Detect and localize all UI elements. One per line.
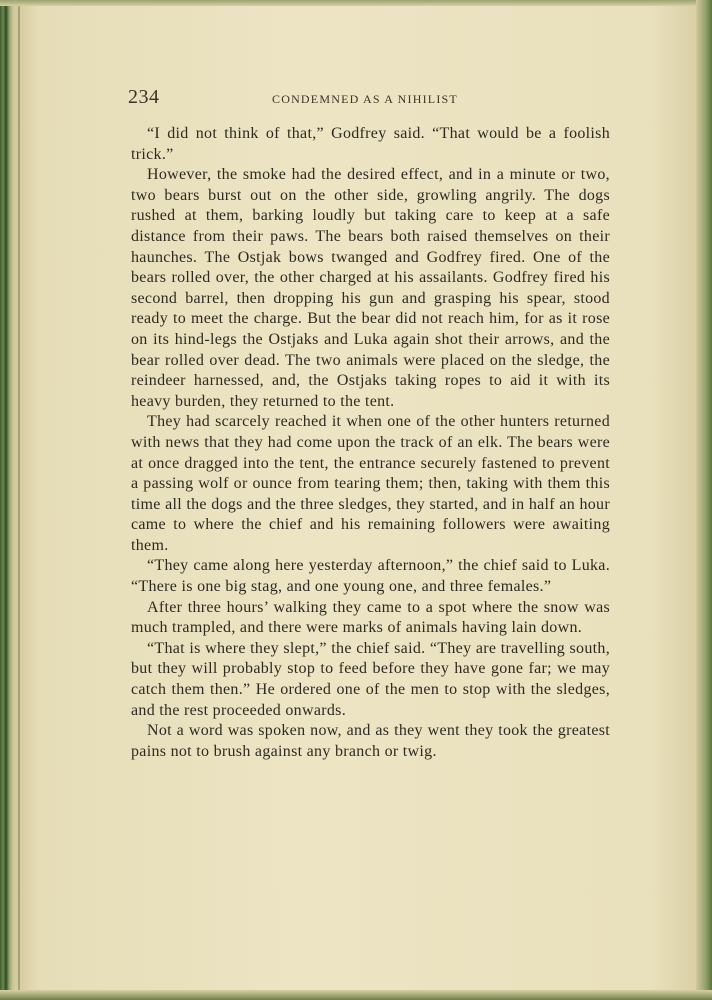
paragraph: “That is where they slept,” the chief said. “They are travelling south, but they will probably stop to feed before they have gone far; we may catch them then.” He ordered one of the men to stop with the sledges, and the rest proceeded onwards. — [131, 639, 610, 719]
bottom-page-edge — [0, 990, 712, 1000]
paragraph: After three hours’ walking they came to a spot where the snow was much trampled, and there were marks of animals having lain down. — [131, 598, 610, 637]
book-spine-edge — [0, 0, 16, 1000]
paragraph: They had scarcely reached it when one of the other hunters returned with news that they had come upon the track of an elk. The bears were at once dragged into the tent, the entrance securely fastened to prevent a passing wolf or ounce from tearing them; then, taking with them this time all the dogs and the three sledges, they started, and in half an hour came to where the chief and his remaining followers were awaiting them. — [131, 413, 610, 554]
top-page-edge — [0, 0, 712, 6]
page-number: 234 — [128, 86, 160, 108]
paragraph: “They came along here yesterday afternoon,” the chief said to Luka. “There is one big stag, and one young one, and three females.” — [131, 557, 610, 596]
paragraph: Not a word was spoken now, and as they went they took the greatest pains not to brush against any branch or twig. — [131, 722, 610, 760]
gutter-line — [18, 0, 20, 1000]
running-head: CONDEMNED AS A NIHILIST — [272, 92, 458, 106]
body-text — [131, 124, 610, 762]
page-header — [128, 86, 610, 112]
right-page-edge — [696, 0, 712, 1000]
paragraph: However, the smoke had the desired effect, and in a minute or two, two bears burst out on the other side, growling angrily. The dogs rushed at them, barking loudly but taking care to keep at a safe distance from their paws. The bears both raised themselves on their haunches. The Ostjak bows twanged and Godfrey fired. One of the bears rolled over, the other charged at his assailants. Godfrey fired his second barrel, then dropping his gun and grasping his spear, stood ready to meet the charge. But the bear did not reach him, for as it rose on its hind-legs the Ostjaks and Luka again shot their arrows, and the bear rolled over dead. The two animals were placed on the sledge, the reindeer harnessed, and, the Ostjaks taking ropes to aid it with its heavy burden, they returned to the tent. — [131, 166, 610, 410]
paragraph: “I did not think of that,” Godfrey said. “That would be a foolish trick.” — [131, 125, 610, 163]
